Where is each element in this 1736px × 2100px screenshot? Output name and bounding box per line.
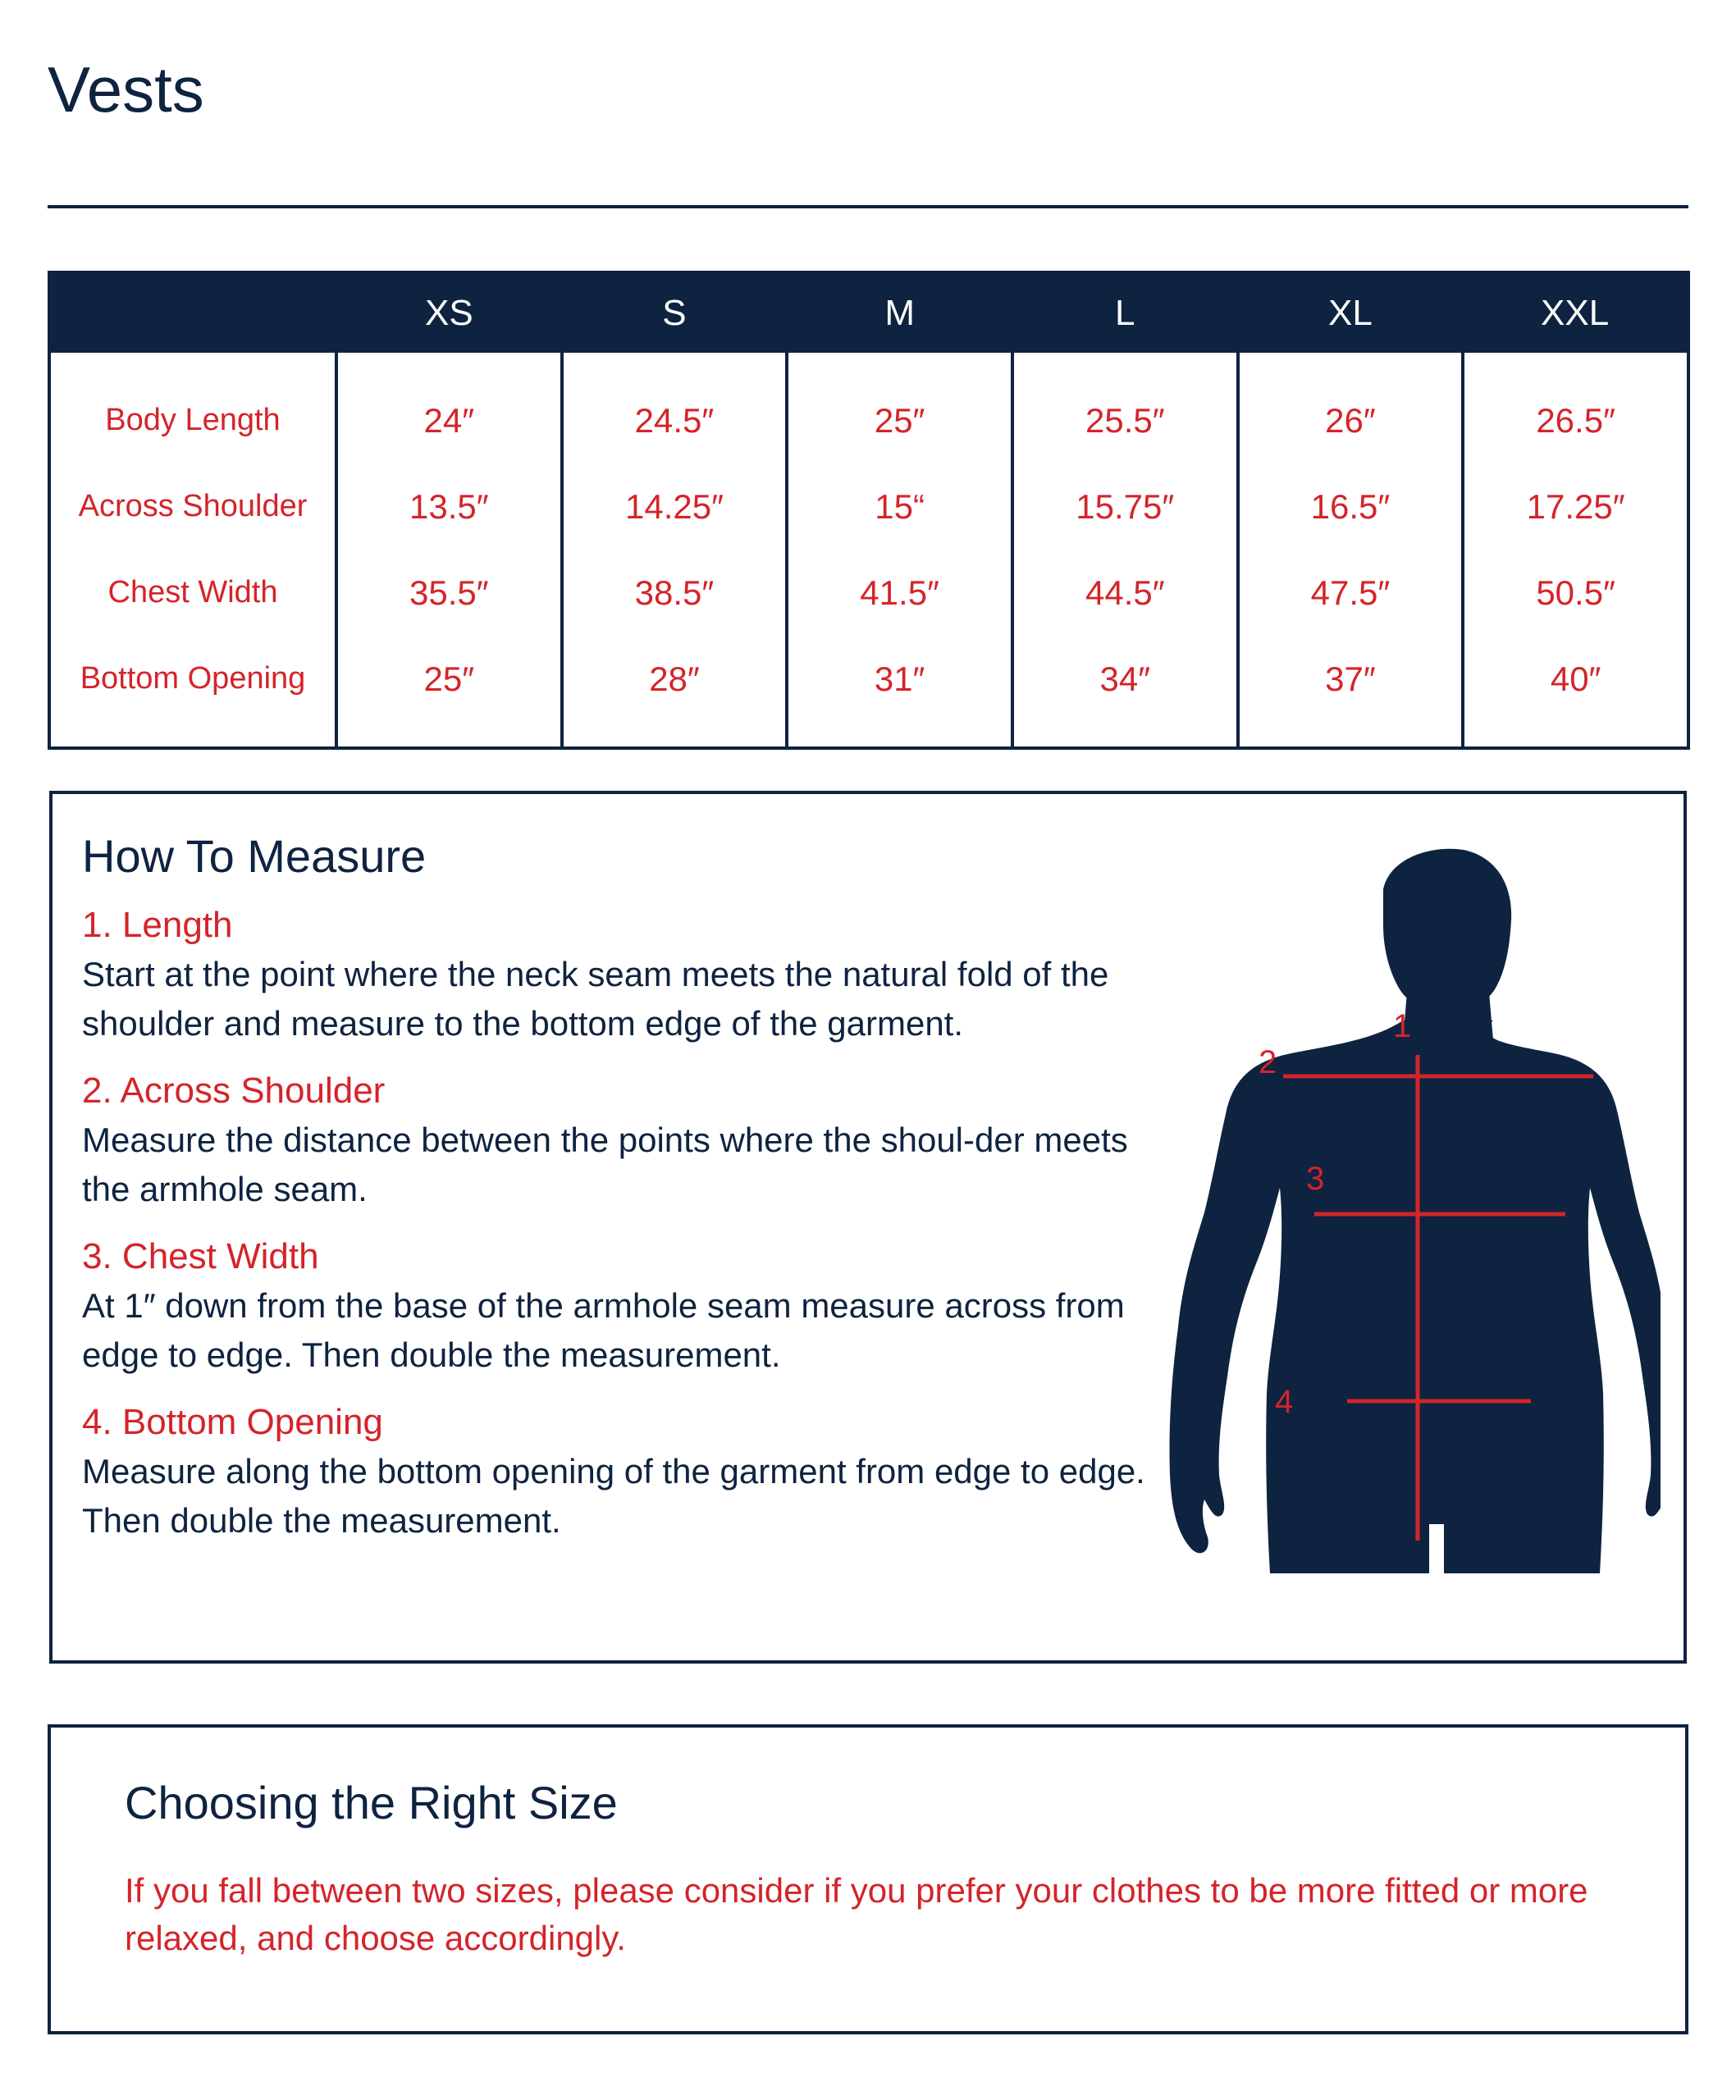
size-header: XL [1238,272,1464,353]
how-to-measure-title: How To Measure [82,830,427,882]
choosing-size-title: Choosing the Right Size [125,1777,618,1828]
body-measurement-figure [1168,835,1661,1598]
step-title: 4. Bottom Opening [82,1402,383,1442]
table-cell: 15“ [787,463,1012,550]
human-silhouette-icon [1169,849,1661,1575]
table-row [49,550,1688,636]
figure-label-1: 1 [1393,1008,1412,1044]
size-header: S [562,272,788,353]
choosing-size-panel [48,1724,1688,2034]
size-header: XS [336,272,562,353]
figure-label-3: 3 [1306,1161,1325,1197]
step-text: At 1″ down from the base of the armhole seam measure across from edge to edge. Then double the measurement. [82,1286,1125,1374]
table-cell: 14.25″ [562,463,788,550]
step-title: 2. Across Shoulder [82,1071,386,1111]
choosing-size-text: If you fall between two sizes, please consider if you prefer your clothes to be more fitted or more relaxed, and choose accordingly. [125,1871,1588,1957]
step-title: 1. Length [82,905,233,945]
figure-label-2: 2 [1259,1044,1277,1080]
row-label: Body Length [105,403,281,437]
size-header-row [49,272,1688,353]
table-cell: 24.5″ [562,353,788,463]
measure-step-chest-width [82,1232,1149,1380]
row-label: Across Shoulder [78,489,308,523]
table-cell: 40″ [1463,636,1688,748]
title-divider [48,205,1688,208]
measure-step-across-shoulder [82,1066,1149,1214]
table-cell: 25″ [336,636,562,748]
table-row [49,463,1688,550]
measure-steps [82,901,1149,1564]
table-cell: 26.5″ [1463,353,1688,463]
table-cell: 44.5″ [1012,550,1238,636]
size-chart-table [48,271,1690,750]
table-cell: 15.75″ [1012,463,1238,550]
step-title: 3. Chest Width [82,1236,319,1276]
measure-step-length [82,901,1149,1048]
table-cell: 25″ [787,353,1012,463]
size-header: M [787,272,1012,353]
table-cell: 28″ [562,636,788,748]
table-cell: 17.25″ [1463,463,1688,550]
table-cell: 41.5″ [787,550,1012,636]
table-cell: 50.5″ [1463,550,1688,636]
how-to-measure-panel [49,791,1687,1664]
page-title: Vests [48,53,204,126]
row-label: Chest Width [107,575,278,609]
table-cell: 26″ [1238,353,1464,463]
table-cell: 25.5″ [1012,353,1238,463]
table-row [49,636,1688,748]
table-cell: 38.5″ [562,550,788,636]
size-header: L [1012,272,1238,353]
table-cell: 24″ [336,353,562,463]
step-text: Start at the point where the neck seam meets the natural fold of the shoulder and measure to the bottom edge of the garment. [82,955,1109,1043]
table-cell: 35.5″ [336,550,562,636]
header-blank-cell [49,272,336,353]
step-text: Measure the distance between the points where the shoul-der meets the armhole seam. [82,1121,1128,1208]
table-cell: 37″ [1238,636,1464,748]
measure-step-bottom-opening [82,1398,1149,1545]
table-row [49,353,1688,463]
table-cell: 13.5″ [336,463,562,550]
figure-label-4: 4 [1275,1384,1294,1420]
size-header: XXL [1463,272,1688,353]
table-cell: 34″ [1012,636,1238,748]
table-cell: 31″ [787,636,1012,748]
table-cell: 47.5″ [1238,550,1464,636]
row-label: Bottom Opening [80,661,306,696]
table-cell: 16.5″ [1238,463,1464,550]
step-text: Measure along the bottom opening of the garment from edge to edge. Then double the measurement. [82,1452,1145,1540]
